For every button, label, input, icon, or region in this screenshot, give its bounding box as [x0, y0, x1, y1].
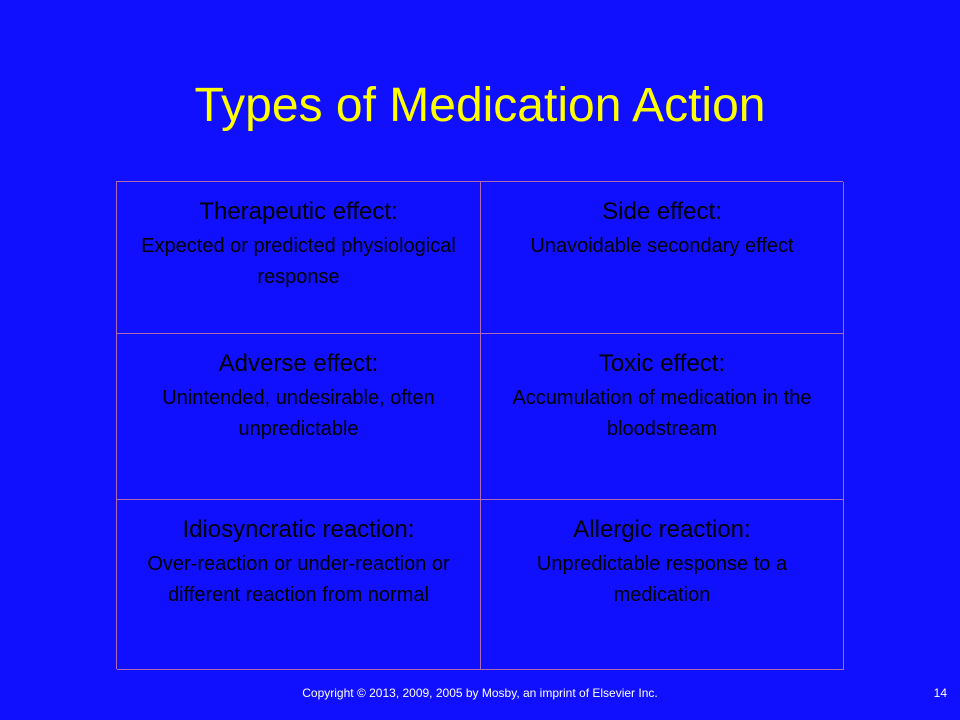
cell-body: Unavoidable secondary effect: [530, 235, 794, 257]
cell-heading: Allergic reaction:: [573, 516, 751, 543]
cell-body: Expected or predicted physiological response: [141, 235, 456, 288]
cell-body: Unintended, undesirable, often unpredictable: [162, 387, 435, 440]
cell-heading: Toxic effect:: [598, 350, 726, 377]
slide-title: Types of Medication Action: [194, 79, 766, 132]
cell-body: Unpredictable response to a medication: [536, 553, 788, 606]
page-number: 14: [933, 686, 947, 700]
table-cell-allergic: [481, 500, 844, 670]
cell-heading: Idiosyncratic reaction:: [182, 516, 415, 543]
cell-heading: Side effect:: [602, 198, 722, 225]
table-cell-toxic: [481, 334, 844, 500]
table-cell-therapeutic: [117, 182, 481, 334]
medication-action-table: [116, 181, 843, 669]
cell-heading: Adverse effect:: [218, 350, 379, 377]
table-cell-side: [481, 182, 844, 334]
cell-heading: Therapeutic effect:: [199, 198, 398, 225]
table-cell-adverse: [117, 334, 481, 500]
table-cell-idiosyncratic: [117, 500, 481, 670]
footer-copyright: Copyright © 2013, 2009, 2005 by Mosby, an imprint of Elsevier Inc.: [302, 686, 658, 700]
cell-body: Over-reaction or under-reaction or different reaction from normal: [147, 553, 450, 606]
cell-body: Accumulation of medication in the bloodstream: [512, 387, 812, 440]
